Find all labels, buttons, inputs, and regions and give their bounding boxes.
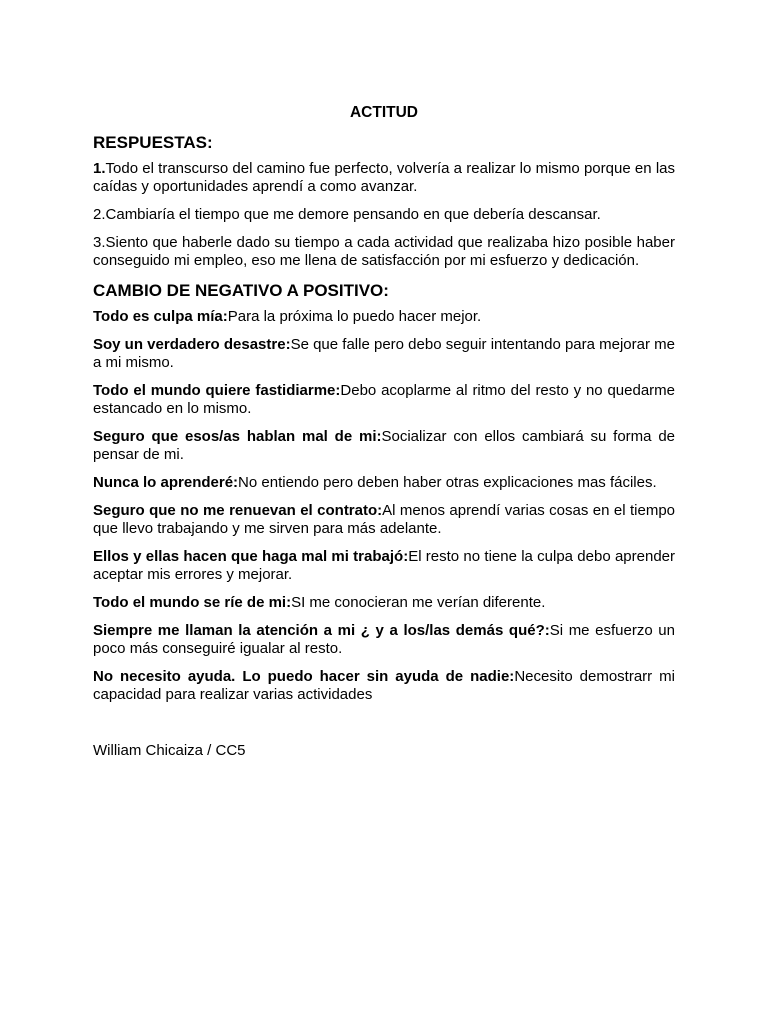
negative-thought: Todo el mundo se ríe de mi:	[93, 594, 292, 611]
positive-thought: Si me esfuerzo un poco más conseguiré igualar al resto.	[93, 622, 675, 657]
positive-thought: No entiendo pero deben haber otras explicaciones mas fáciles.	[238, 474, 657, 491]
negative-thought: Nunca lo aprenderé:	[93, 474, 239, 491]
cambio-item-1	[93, 308, 675, 326]
cambio-item-4	[93, 428, 675, 464]
positive-thought: Para la próxima lo puedo hacer mejor.	[227, 308, 482, 325]
negative-thought: Siempre me llaman la atención a mi ¿ y a los/las demás qué?:	[93, 622, 550, 639]
cambio-item-5	[93, 474, 675, 492]
cambio-item-10	[93, 668, 675, 704]
positive-thought: Debo acoplarme al ritmo del resto y no quedarme estancado en lo mismo.	[93, 382, 675, 417]
negative-thought: Soy un verdadero desastre:	[93, 336, 291, 353]
cambio-item-2	[93, 336, 675, 372]
negative-thought: No necesito ayuda. Lo puedo hacer sin ayuda de nadie:	[93, 668, 515, 685]
cambio-item-3	[93, 382, 675, 418]
respuesta-item-1	[93, 160, 675, 196]
respuestas-heading: RESPUESTAS:	[93, 133, 213, 152]
positive-thought: El resto no tiene la culpa debo aprender aceptar mis errores y mejorar.	[93, 548, 675, 583]
cambio-item-8	[93, 594, 675, 612]
respuesta-text: Siento que haberle dado su tiempo a cada actividad que realizaba hizo posible haber conseguido mi empleo, eso me llena de satisfacción por mi esfuerzo y dedicación.	[93, 234, 675, 269]
negative-thought: Todo el mundo quiere fastidiarme:	[93, 382, 341, 399]
positive-thought: Al menos aprendí varias cosas en el tiempo que llevo trabajando y me sirven para más adelante.	[93, 502, 675, 537]
positive-thought: Socializar con ellos cambiará su forma de pensar de mi.	[93, 428, 676, 463]
negative-thought: Seguro que esos/as hablan mal de mi:	[93, 428, 382, 445]
positive-thought: Se que falle pero debo seguir intentando para mejorar me a mi mismo.	[93, 336, 675, 371]
negative-thought: Todo es culpa mía:	[93, 308, 228, 325]
negative-thought: Ellos y ellas hacen que haga mal mi trabajó:	[93, 548, 409, 565]
negative-thought: Seguro que no me renuevan el contrato:	[93, 502, 383, 519]
respuesta-number: 3.	[93, 234, 106, 251]
cambio-item-6	[93, 502, 675, 538]
author-signature: William Chicaiza / CC5	[93, 742, 246, 759]
positive-thought: SI me conocieran me verían diferente.	[291, 594, 546, 611]
cambio-heading: CAMBIO DE NEGATIVO A POSITIVO:	[93, 281, 389, 300]
respuesta-item-3	[93, 234, 675, 270]
respuesta-number: 1.	[93, 160, 106, 177]
positive-thought: Necesito demostrarr mi capacidad para realizar varias actividades	[93, 668, 675, 703]
respuesta-number: 2.	[93, 206, 106, 223]
cambio-item-9	[93, 622, 675, 658]
respuesta-item-2	[93, 206, 675, 224]
respuesta-text: Todo el transcurso del camino fue perfecto, volvería a realizar lo mismo porque en las caídas y oportunidades aprendí a como avanzar.	[93, 160, 675, 195]
cambio-item-7	[93, 548, 675, 584]
respuesta-text: Cambiaría el tiempo que me demore pensando en que debería descansar.	[105, 206, 601, 223]
document-title: ACTITUD	[349, 104, 419, 121]
